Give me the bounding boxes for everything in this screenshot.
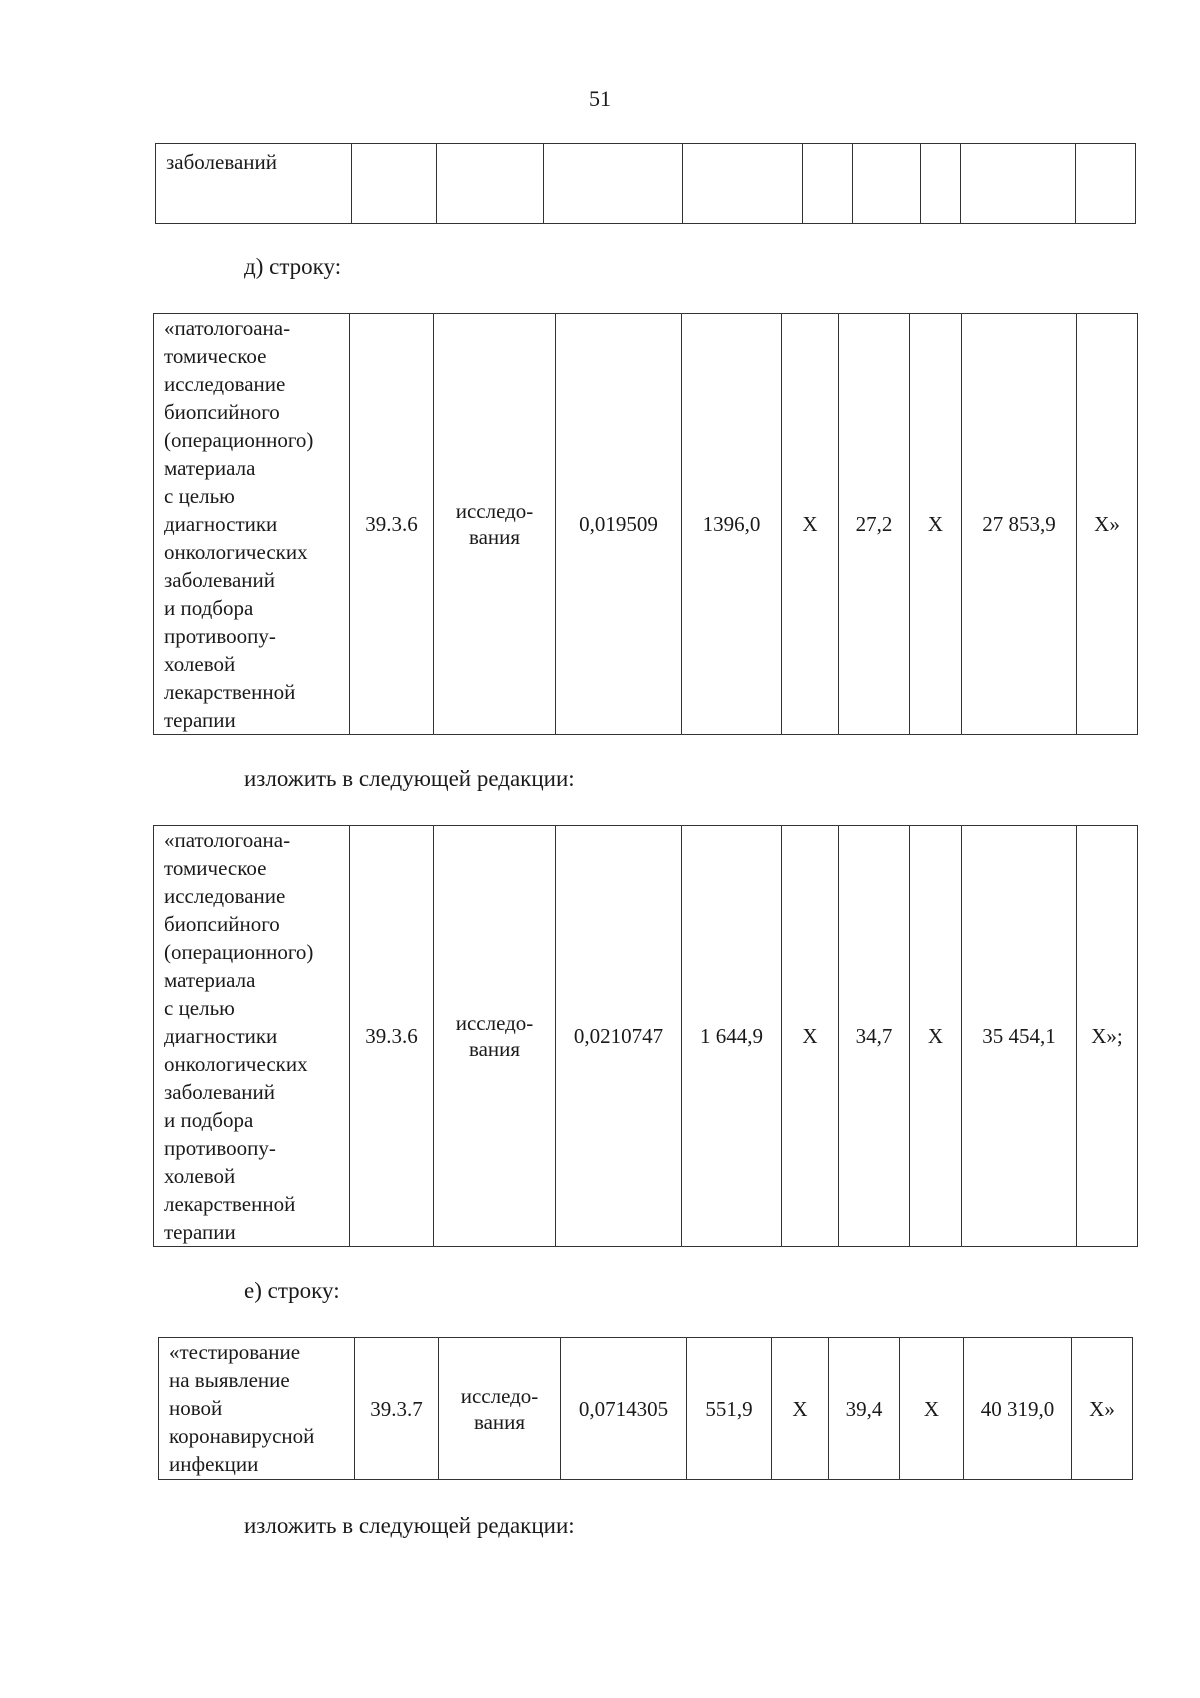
- table-cell: X»: [1077, 314, 1138, 735]
- table-cell: 39,4: [829, 1338, 900, 1480]
- table-cell: 1396,0: [682, 314, 782, 735]
- table-d-new: [153, 825, 1138, 1247]
- table-cell: X»: [1072, 1338, 1133, 1480]
- table-cell: X: [910, 314, 962, 735]
- code-cell: 39.3.7: [355, 1338, 439, 1480]
- table-row: [159, 1338, 1133, 1480]
- table-cell: [352, 144, 437, 224]
- table-cell: 27 853,9: [962, 314, 1077, 735]
- service-name-cell: «тестирование на выявление новой коронавирусной инфекции: [159, 1338, 355, 1480]
- table-cell: 0,0210747: [556, 826, 682, 1247]
- page-number: 51: [589, 86, 611, 111]
- table-cell: 0,0714305: [561, 1338, 687, 1480]
- table-cell: [961, 144, 1076, 224]
- paragraph-e: е) строку:: [244, 1278, 340, 1303]
- name-cell: заболеваний: [156, 144, 352, 224]
- service-name-cell: «патологоана- томическое исследование биопсийного (операционного) материала с целью диагностики онкологических заболеваний и подбора противоопу- холевой лекарственной терапии: [154, 826, 350, 1247]
- table-cell: X: [782, 826, 839, 1247]
- table-d-old: [153, 313, 1138, 735]
- paragraph-d: д) строку:: [244, 254, 342, 279]
- table-cell: [683, 144, 803, 224]
- table-cell: 0,019509: [556, 314, 682, 735]
- paragraph-d-new: изложить в следующей редакции:: [244, 766, 575, 791]
- table-cell: [437, 144, 544, 224]
- paragraph-e-new: изложить в следующей редакции:: [244, 1513, 575, 1538]
- table-cell: [803, 144, 853, 224]
- table-cell: 35 454,1: [962, 826, 1077, 1247]
- table-cell: X: [782, 314, 839, 735]
- table-row: [154, 826, 1138, 1247]
- table-cell: X»;: [1077, 826, 1138, 1247]
- table-cell: [853, 144, 921, 224]
- table-cell: X: [900, 1338, 964, 1480]
- service-name-cell: «патологоана- томическое исследование биопсийного (операционного) материала с целью диагностики онкологических заболеваний и подбора противоопу- холевой лекарственной терапии: [154, 314, 350, 735]
- code-cell: 39.3.6: [350, 314, 434, 735]
- code-cell: 39.3.6: [350, 826, 434, 1247]
- table-cell: 40 319,0: [964, 1338, 1072, 1480]
- continuation-table: [155, 143, 1136, 224]
- table-e-old: [158, 1337, 1133, 1480]
- table-cell: [921, 144, 961, 224]
- table-cell: X: [910, 826, 962, 1247]
- table-cell: 27,2: [839, 314, 910, 735]
- table-cell: 34,7: [839, 826, 910, 1247]
- table-row: [154, 314, 1138, 735]
- unit-cell: исследо- вания: [434, 826, 556, 1247]
- table-row: [156, 144, 1136, 224]
- table-cell: 551,9: [687, 1338, 772, 1480]
- unit-cell: исследо- вания: [439, 1338, 561, 1480]
- table-cell: X: [772, 1338, 829, 1480]
- table-cell: 1 644,9: [682, 826, 782, 1247]
- table-cell: [1076, 144, 1136, 224]
- unit-cell: исследо- вания: [434, 314, 556, 735]
- table-cell: [544, 144, 683, 224]
